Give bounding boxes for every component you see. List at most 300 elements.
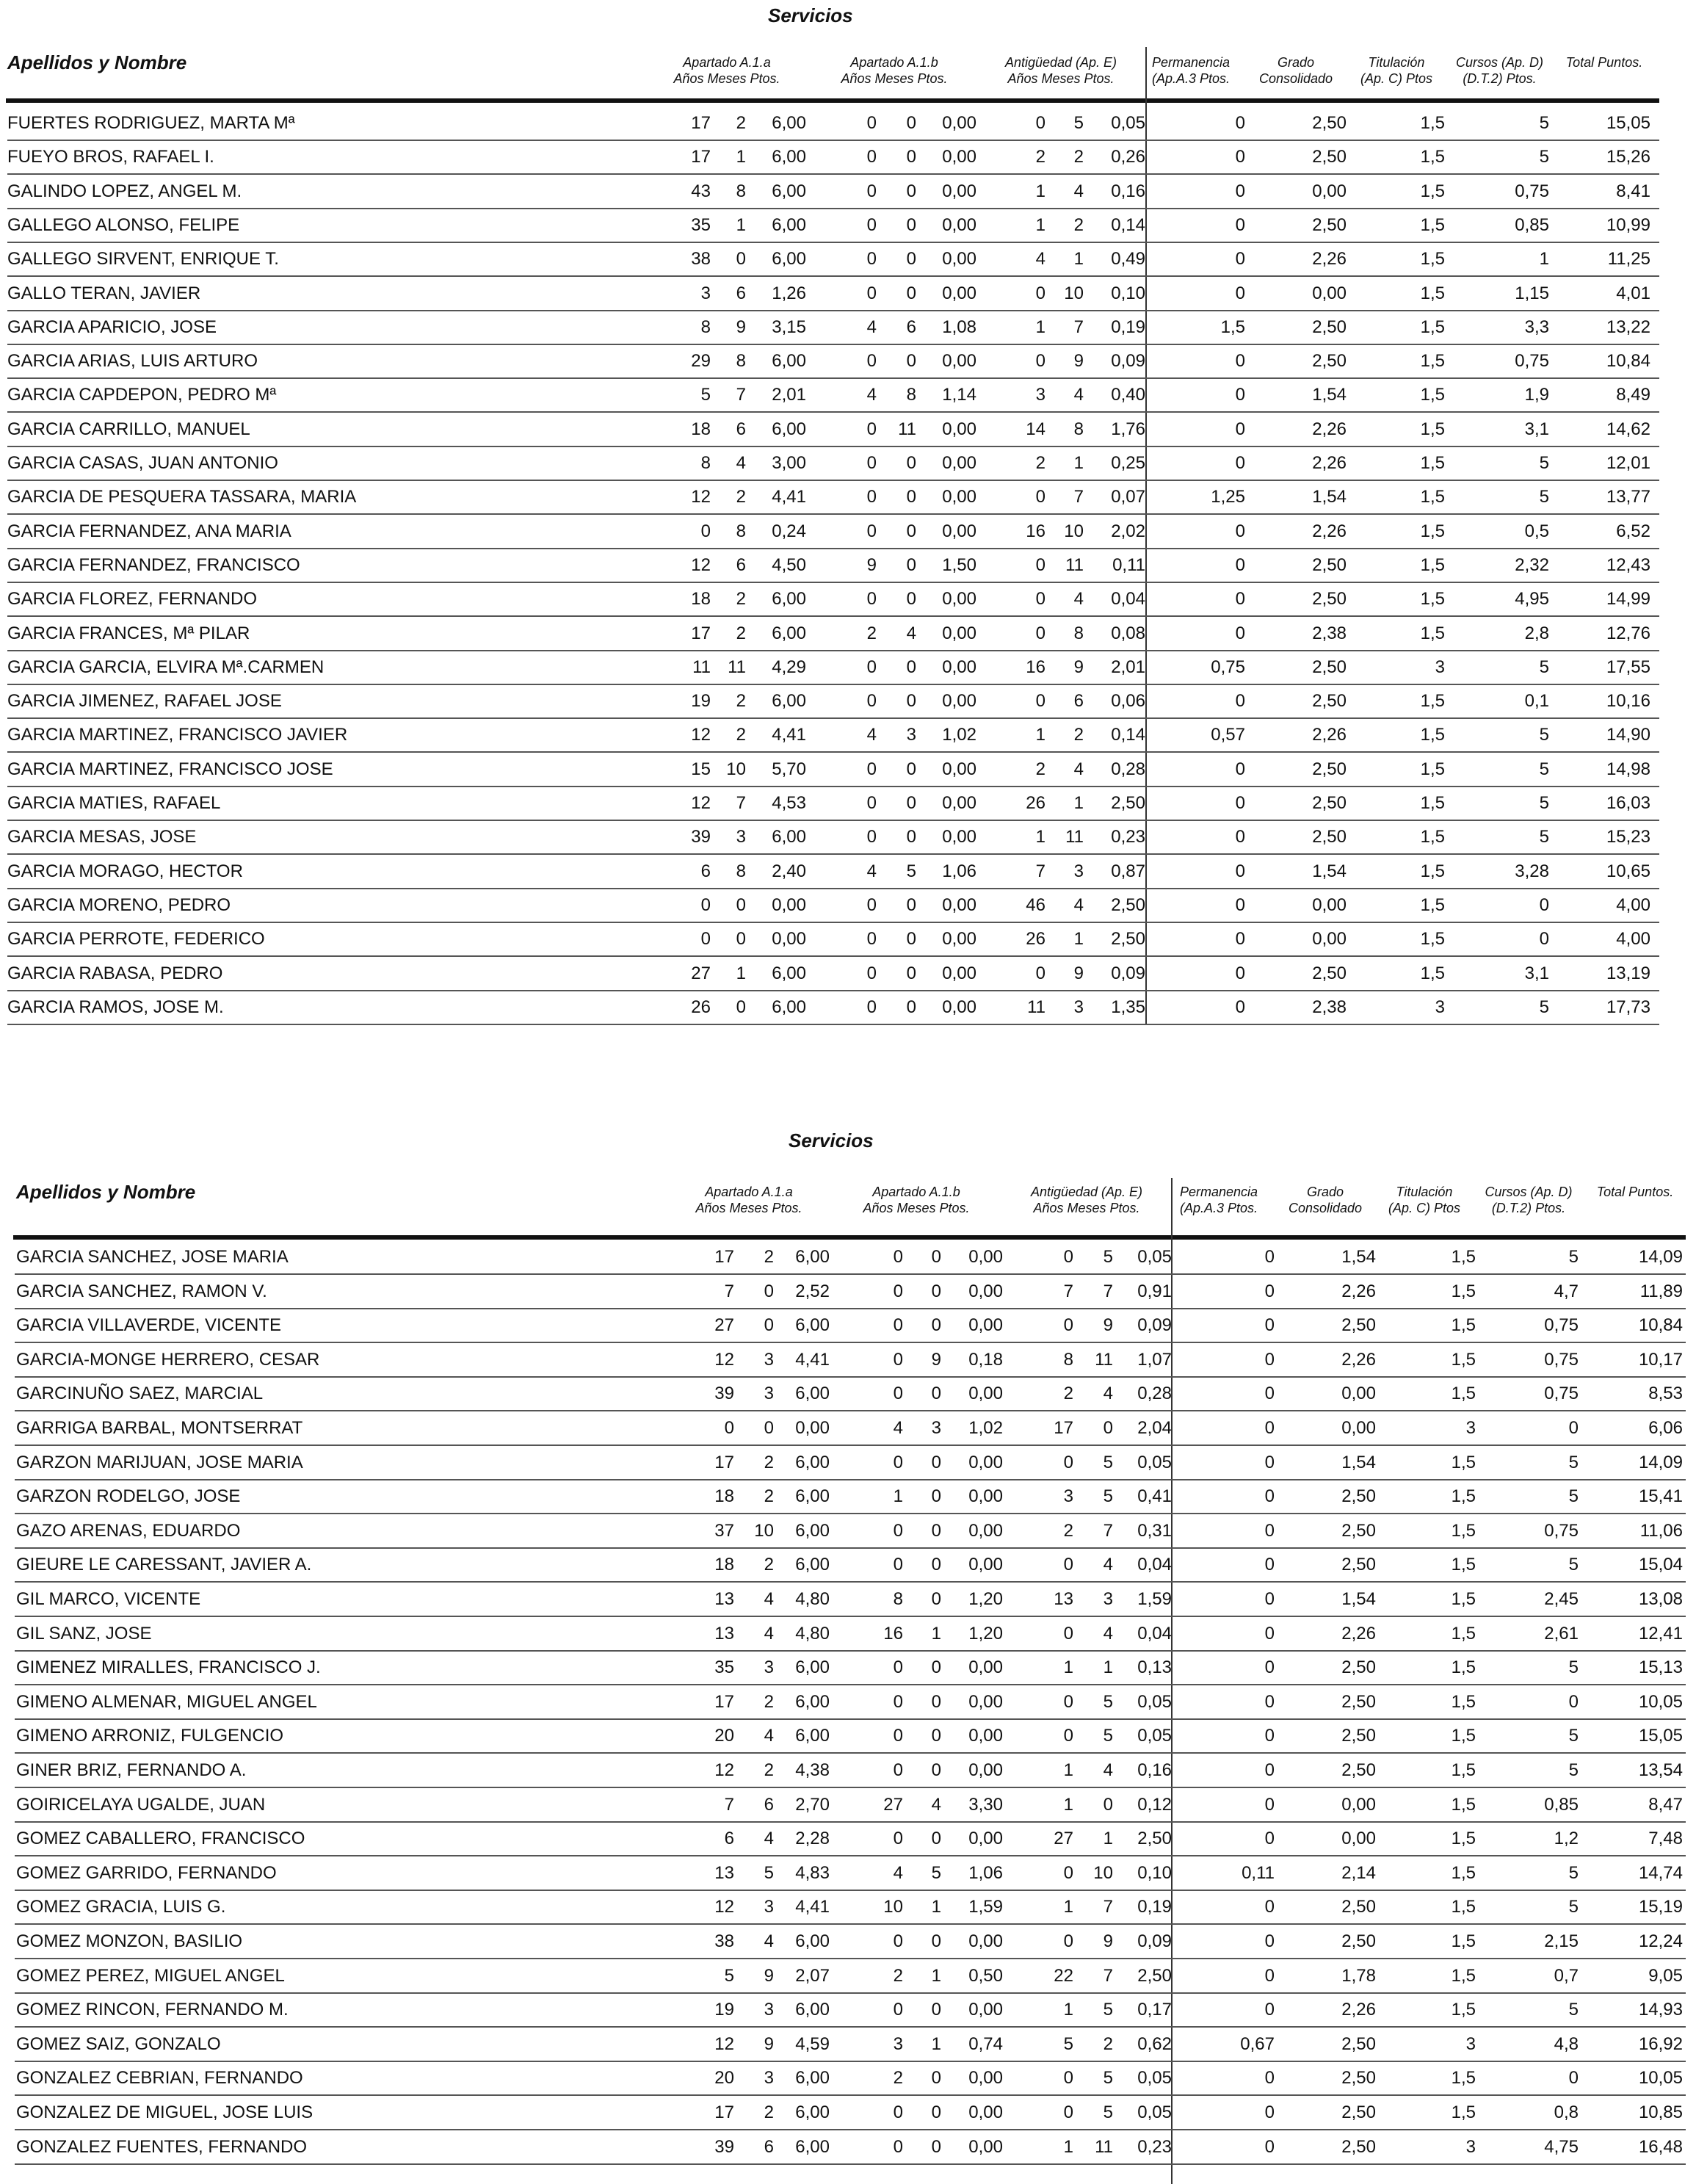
cell-a1b-anos: 27 (883, 1794, 903, 1815)
cell-a1b-ptos: 0,00 (968, 2068, 1003, 2089)
cell-antig-anos: 26 (1026, 929, 1045, 950)
cell-a1b-anos: 0 (866, 589, 877, 610)
cell-a1b-anos: 0 (893, 2136, 903, 2157)
cell-a1b-meses: 0 (931, 1452, 941, 1472)
cell-name: GARCIA ARIAS, LUIS ARTURO (7, 351, 258, 372)
cell-permanencia: 0 (1264, 1760, 1275, 1780)
cell-a1b-ptos: 0,00 (968, 1281, 1003, 1301)
cell-titulacion: 1,5 (1451, 1965, 1476, 1986)
cell-a1b-meses: 0 (906, 554, 916, 575)
cell-a1a-ptos: 6,00 (772, 351, 806, 372)
cell-a1a-ptos: 6,00 (772, 113, 806, 133)
total-header: Total Puntos. (1565, 55, 1643, 70)
cell-a1a-ptos: 6,00 (795, 1691, 830, 1712)
cell-grado: 2,50 (1341, 1315, 1376, 1336)
cell-total: 8,49 (1616, 385, 1650, 405)
cell-titulacion: 3 (1435, 657, 1445, 677)
cell-antig-ptos: 2,50 (1111, 894, 1145, 915)
table-row (0, 345, 1696, 379)
cell-antig-ptos: 1,07 (1137, 1349, 1172, 1370)
cell-a1a-ptos: 6,00 (772, 997, 806, 1017)
cell-grado: 2,50 (1341, 1726, 1376, 1746)
cell-a1a-meses: 0 (764, 1315, 774, 1336)
cell-titulacion: 1,5 (1451, 1623, 1476, 1644)
cell-a1b-ptos: 0,00 (968, 1931, 1003, 1951)
cell-antig-anos: 16 (1026, 521, 1045, 541)
cell-cursos: 5 (1568, 1452, 1579, 1472)
cell-antig-ptos: 0,05 (1137, 1726, 1172, 1746)
cell-cursos: 1,2 (1554, 1829, 1579, 1849)
cell-total: 13,77 (1606, 487, 1650, 507)
cell-a1b-anos: 0 (866, 759, 877, 779)
cell-a1b-ptos: 0,00 (942, 147, 976, 167)
cell-a1a-anos: 12 (714, 1760, 734, 1780)
cell-antig-ptos: 0,05 (1137, 2102, 1172, 2122)
cell-a1a-ptos: 6,00 (772, 419, 806, 439)
titulacion-header: Titulación (Ap. C) Ptos (1360, 55, 1433, 86)
cell-name: GARCIA VILLAVERDE, VICENTE (16, 1315, 281, 1336)
cell-a1a-anos: 19 (714, 2000, 734, 2020)
cell-a1a-ptos: 0,00 (772, 894, 806, 915)
cell-titulacion: 1,5 (1420, 351, 1445, 372)
cell-antig-ptos: 0,10 (1137, 1862, 1172, 1883)
cell-grado: 2,26 (1341, 1281, 1376, 1301)
cell-a1a-anos: 38 (714, 1931, 734, 1951)
table-row (0, 821, 1696, 855)
cell-titulacion: 1,5 (1420, 283, 1445, 303)
cell-antig-meses: 9 (1103, 1315, 1113, 1336)
cell-titulacion: 1,5 (1451, 1829, 1476, 1849)
cell-antig-meses: 11 (1065, 827, 1084, 847)
cell-cursos: 0 (1539, 894, 1549, 915)
cell-antig-anos: 0 (1063, 1726, 1073, 1746)
cell-total: 14,09 (1638, 1452, 1683, 1472)
cell-antig-meses: 7 (1103, 1281, 1113, 1301)
cell-cursos: 3,28 (1515, 861, 1549, 881)
cell-cursos: 5 (1539, 453, 1549, 473)
cell-antig-ptos: 2,01 (1111, 657, 1145, 677)
table-row (0, 1754, 1696, 1788)
cell-a1b-ptos: 0,00 (968, 1486, 1003, 1507)
cell-antig-ptos: 0,19 (1137, 1897, 1172, 1917)
cell-a1a-anos: 12 (714, 1897, 734, 1917)
cell-grado: 2,38 (1312, 623, 1347, 643)
cell-a1b-meses: 0 (931, 2000, 941, 2020)
cell-cursos: 0 (1568, 2068, 1579, 2089)
cell-a1b-anos: 0 (866, 894, 877, 915)
cell-a1b-ptos: 0,00 (942, 759, 976, 779)
cell-a1a-anos: 0 (724, 1418, 734, 1438)
cell-a1b-anos: 0 (866, 793, 877, 813)
cell-a1a-meses: 2 (764, 1247, 774, 1267)
cell-a1b-ptos: 0,00 (968, 2136, 1003, 2157)
cell-a1b-anos: 0 (866, 521, 877, 541)
cell-a1a-meses: 2 (736, 589, 746, 610)
cell-permanencia: 0 (1235, 147, 1245, 167)
cell-antig-ptos: 0,19 (1111, 317, 1145, 337)
cell-grado: 2,50 (1341, 2033, 1376, 2054)
cell-permanencia: 1,25 (1211, 487, 1245, 507)
cell-antig-meses: 11 (1095, 1349, 1113, 1370)
cell-titulacion: 1,5 (1451, 2068, 1476, 2089)
cell-name: GARCIA MARTINEZ, FRANCISCO JOSE (7, 759, 333, 779)
cell-a1b-anos: 0 (893, 1520, 903, 1541)
cell-titulacion: 1,5 (1451, 1486, 1476, 1507)
cell-a1b-ptos: 1,59 (968, 1897, 1003, 1917)
cell-a1b-meses: 1 (931, 1897, 941, 1917)
row-divider (7, 1024, 1659, 1025)
cell-a1b-anos: 0 (893, 1555, 903, 1575)
cell-titulacion: 1,5 (1420, 793, 1445, 813)
cell-a1b-anos: 0 (893, 1349, 903, 1370)
cell-name: GOMEZ SAIZ, GONZALO (16, 2033, 221, 2054)
cell-antig-meses: 4 (1073, 759, 1084, 779)
table-row (0, 107, 1696, 141)
cell-antig-anos: 7 (1035, 861, 1045, 881)
cell-permanencia: 0 (1235, 623, 1245, 643)
table-row (0, 209, 1696, 243)
cell-antig-ptos: 1,59 (1137, 1589, 1172, 1609)
cell-antig-anos: 7 (1063, 1281, 1073, 1301)
cell-antig-ptos: 0,08 (1111, 623, 1145, 643)
cell-a1b-meses: 8 (906, 385, 916, 405)
cell-a1b-meses: 9 (931, 1349, 941, 1370)
cell-grado: 2,50 (1341, 1555, 1376, 1575)
cell-antig-meses: 9 (1073, 963, 1084, 983)
cell-antig-meses: 5 (1103, 1247, 1113, 1267)
cell-a1a-ptos: 2,40 (772, 861, 806, 881)
cell-a1a-meses: 3 (764, 2068, 774, 2089)
cell-permanencia: 0 (1264, 1555, 1275, 1575)
cell-titulacion: 1,5 (1451, 1349, 1476, 1370)
cell-total: 14,98 (1606, 759, 1650, 779)
cell-a1b-anos: 9 (866, 554, 877, 575)
cell-a1b-anos: 0 (893, 1247, 903, 1267)
cell-a1b-anos: 4 (893, 1862, 903, 1883)
cell-titulacion: 1,5 (1420, 963, 1445, 983)
cell-cursos: 5 (1539, 147, 1549, 167)
cell-antig-ptos: 0,13 (1137, 1657, 1172, 1678)
cell-a1b-ptos: 0,00 (942, 691, 976, 712)
cell-permanencia: 0 (1264, 1281, 1275, 1301)
cell-a1b-ptos: 1,06 (968, 1862, 1003, 1883)
cell-titulacion: 1,5 (1420, 861, 1445, 881)
cell-a1a-meses: 0 (764, 1418, 774, 1438)
cell-grado: 2,26 (1312, 249, 1347, 270)
table-row (0, 413, 1696, 447)
cell-grado: 1,54 (1341, 1452, 1376, 1472)
cell-antig-anos: 2 (1063, 1520, 1073, 1541)
cell-total: 14,99 (1606, 589, 1650, 610)
cell-antig-anos: 1 (1063, 1897, 1073, 1917)
cell-titulacion: 3 (1465, 1418, 1476, 1438)
cell-titulacion: 1,5 (1451, 2000, 1476, 2020)
cell-a1b-meses: 0 (931, 2102, 941, 2122)
cell-a1a-meses: 6 (764, 1794, 774, 1815)
cell-antig-anos: 22 (1054, 1965, 1073, 1986)
cell-antig-anos: 1 (1035, 181, 1045, 201)
cell-a1a-meses: 9 (764, 2033, 774, 2054)
cell-permanencia: 0 (1235, 929, 1245, 950)
table-row (0, 2131, 1696, 2165)
grado-header: Grado Consolidado (1288, 1185, 1363, 1215)
cell-a1a-anos: 18 (691, 589, 711, 610)
cell-antig-anos: 13 (1054, 1589, 1073, 1609)
cell-a1a-ptos: 6,00 (795, 1555, 830, 1575)
cell-antig-anos: 3 (1063, 1486, 1073, 1507)
cell-antig-meses: 9 (1073, 351, 1084, 372)
cell-a1a-meses: 2 (736, 113, 746, 133)
cell-a1b-ptos: 0,00 (968, 1384, 1003, 1404)
name-column-header: Apellidos y Nombre (16, 1181, 196, 1203)
cell-antig-meses: 4 (1073, 589, 1084, 610)
cell-a1b-anos: 0 (893, 1829, 903, 1849)
table-row (0, 1618, 1696, 1652)
cell-a1a-ptos: 4,38 (795, 1760, 830, 1780)
cell-a1b-anos: 0 (893, 1931, 903, 1951)
cell-permanencia: 0 (1264, 1794, 1275, 1815)
cell-permanencia: 0 (1235, 214, 1245, 235)
cell-cursos: 0 (1568, 1691, 1579, 1712)
cell-permanencia: 0 (1235, 283, 1245, 303)
cell-a1a-ptos: 4,41 (795, 1349, 830, 1370)
cell-a1a-meses: 1 (736, 963, 746, 983)
cell-a1a-meses: 6 (736, 283, 746, 303)
cell-a1a-meses: 4 (764, 1931, 774, 1951)
cell-a1b-ptos: 0,00 (968, 1726, 1003, 1746)
cell-a1a-ptos: 3,15 (772, 317, 806, 337)
cell-a1b-ptos: 1,14 (942, 385, 976, 405)
cell-a1a-ptos: 0,00 (772, 929, 806, 950)
cell-a1a-ptos: 2,52 (795, 1281, 830, 1301)
cell-antig-meses: 9 (1073, 657, 1084, 677)
a1a-header: Apartado A.1.a Años Meses Ptos. (673, 55, 780, 86)
cell-a1a-meses: 2 (736, 725, 746, 745)
table-row (0, 923, 1696, 957)
cell-total: 4,00 (1616, 929, 1650, 950)
cell-antig-ptos: 0,87 (1111, 861, 1145, 881)
a1b-header: Apartado A.1.b Años Meses Ptos. (841, 55, 948, 86)
table-row (0, 379, 1696, 413)
cell-a1a-meses: 11 (728, 657, 746, 677)
cell-a1b-anos: 0 (866, 691, 877, 712)
cell-antig-ptos: 0,09 (1111, 351, 1145, 372)
cell-a1a-ptos: 6,00 (795, 1520, 830, 1541)
cell-antig-meses: 5 (1073, 113, 1084, 133)
cell-permanencia: 0 (1264, 1315, 1275, 1336)
antiguedad-header: Antigüedad (Ap. E) Años Meses Ptos. (1004, 55, 1117, 86)
cell-a1a-anos: 13 (714, 1862, 734, 1883)
cell-grado: 1,54 (1341, 1589, 1376, 1609)
cell-a1b-meses: 1 (931, 1965, 941, 1986)
cell-a1b-ptos: 0,00 (942, 589, 976, 610)
cell-titulacion: 1,5 (1451, 1897, 1476, 1917)
cell-antig-ptos: 0,09 (1137, 1315, 1172, 1336)
cell-a1b-meses: 0 (906, 589, 916, 610)
cell-antig-meses: 10 (1093, 1862, 1113, 1883)
cell-name: GARCIA-MONGE HERRERO, CESAR (16, 1349, 320, 1370)
cell-a1a-anos: 18 (691, 419, 711, 439)
cell-permanencia: 0 (1264, 1384, 1275, 1404)
cell-a1b-meses: 0 (931, 2136, 941, 2157)
cell-a1b-ptos: 1,50 (942, 554, 976, 575)
cell-a1a-ptos: 6,00 (795, 1384, 830, 1404)
cell-a1a-ptos: 6,00 (795, 1726, 830, 1746)
cell-a1b-ptos: 0,00 (942, 657, 976, 677)
cell-total: 15,23 (1606, 827, 1650, 847)
cell-a1a-anos: 18 (714, 1486, 734, 1507)
cell-a1a-anos: 6 (700, 861, 711, 881)
cell-grado: 1,54 (1341, 1247, 1376, 1267)
cell-titulacion: 1,5 (1420, 317, 1445, 337)
cell-a1a-meses: 2 (764, 1555, 774, 1575)
cell-antig-anos: 0 (1035, 589, 1045, 610)
cell-a1b-anos: 4 (893, 1418, 903, 1438)
cell-titulacion: 1,5 (1451, 1315, 1476, 1336)
cell-a1b-anos: 0 (866, 113, 877, 133)
cell-cursos: 3,1 (1524, 419, 1549, 439)
cell-a1a-anos: 8 (700, 453, 711, 473)
cell-a1b-anos: 3 (893, 2033, 903, 2054)
cell-permanencia: 0 (1235, 691, 1245, 712)
cell-a1b-meses: 0 (906, 691, 916, 712)
cell-a1a-anos: 12 (714, 1349, 734, 1370)
cell-a1a-meses: 2 (764, 1691, 774, 1712)
cell-antig-ptos: 0,04 (1137, 1623, 1172, 1644)
cell-antig-ptos: 2,50 (1111, 793, 1145, 813)
cell-total: 10,99 (1606, 214, 1650, 235)
cell-cursos: 0,85 (1515, 214, 1549, 235)
cell-total: 12,24 (1638, 1931, 1683, 1951)
table-row (0, 1549, 1696, 1583)
cell-name: FUERTES RODRIGUEZ, MARTA Mª (7, 113, 295, 133)
cell-total: 10,84 (1606, 351, 1650, 372)
cell-a1b-meses: 0 (906, 487, 916, 507)
cell-a1a-meses: 3 (764, 1349, 774, 1370)
cell-cursos: 5 (1539, 657, 1549, 677)
cell-a1b-meses: 0 (931, 1315, 941, 1336)
cell-total: 15,26 (1606, 147, 1650, 167)
cell-a1a-ptos: 0,24 (772, 521, 806, 541)
cell-a1b-ptos: 0,00 (968, 1691, 1003, 1712)
cell-antig-anos: 0 (1035, 351, 1045, 372)
cell-titulacion: 1,5 (1451, 1760, 1476, 1780)
cell-name: GARCIA CARRILLO, MANUEL (7, 419, 250, 439)
cell-cursos: 5 (1568, 1247, 1579, 1267)
cell-total: 12,41 (1638, 1623, 1683, 1644)
cell-a1b-meses: 0 (931, 1384, 941, 1404)
cell-titulacion: 1,5 (1420, 453, 1445, 473)
cell-grado: 2,50 (1312, 691, 1347, 712)
cell-a1b-meses: 0 (931, 1281, 941, 1301)
cell-total: 10,65 (1606, 861, 1650, 881)
cell-total: 17,73 (1606, 997, 1650, 1017)
cell-titulacion: 3 (1465, 2136, 1476, 2157)
cell-antig-meses: 5 (1103, 1486, 1113, 1507)
cell-a1b-meses: 0 (931, 1760, 941, 1780)
cell-total: 16,03 (1606, 793, 1650, 813)
grado-header: Grado Consolidado (1258, 55, 1333, 86)
cell-permanencia: 0 (1264, 1247, 1275, 1267)
cell-permanencia: 0 (1235, 997, 1245, 1017)
cell-name: FUEYO BROS, RAFAEL I. (7, 147, 214, 167)
cell-a1b-ptos: 1,06 (942, 861, 976, 881)
cell-permanencia: 0 (1264, 2102, 1275, 2122)
cell-antig-ptos: 0,28 (1137, 1384, 1172, 1404)
table-row (0, 278, 1696, 311)
cell-a1a-meses: 9 (736, 317, 746, 337)
cell-a1b-anos: 0 (866, 181, 877, 201)
cell-a1b-anos: 0 (893, 2000, 903, 2020)
cell-a1a-anos: 20 (714, 1726, 734, 1746)
cell-a1a-ptos: 6,00 (795, 1247, 830, 1267)
cell-a1a-meses: 4 (764, 1623, 774, 1644)
cell-permanencia: 0 (1235, 554, 1245, 575)
table-row (0, 1344, 1696, 1378)
table-row (0, 651, 1696, 685)
cell-antig-anos: 4 (1035, 249, 1045, 270)
cell-a1b-anos: 0 (893, 1760, 903, 1780)
cell-cursos: 2,32 (1515, 554, 1549, 575)
cell-a1a-meses: 2 (764, 2102, 774, 2122)
cell-antig-meses: 4 (1103, 1760, 1113, 1780)
cell-antig-meses: 1 (1073, 793, 1084, 813)
cell-permanencia: 0 (1264, 1452, 1275, 1472)
cell-cursos: 0,85 (1544, 1794, 1579, 1815)
cell-a1b-anos: 4 (866, 317, 877, 337)
table-row (0, 2028, 1696, 2062)
cell-a1b-meses: 0 (906, 351, 916, 372)
cell-antig-ptos: 2,50 (1137, 1965, 1172, 1986)
cell-permanencia: 0 (1264, 1486, 1275, 1507)
cell-antig-anos: 1 (1063, 2000, 1073, 2020)
cell-antig-meses: 3 (1103, 1589, 1113, 1609)
cell-name: GIEURE LE CARESSANT, JAVIER A. (16, 1555, 312, 1575)
cell-total: 10,05 (1638, 1691, 1683, 1712)
cell-total: 10,84 (1638, 1315, 1683, 1336)
cell-cursos: 4,7 (1554, 1281, 1579, 1301)
cell-permanencia: 0 (1235, 419, 1245, 439)
cell-a1a-anos: 0 (700, 521, 711, 541)
cell-antig-ptos: 0,23 (1111, 827, 1145, 847)
cell-grado: 2,50 (1341, 2136, 1376, 2157)
cell-total: 4,01 (1616, 283, 1650, 303)
table-row (0, 1891, 1696, 1925)
cell-a1b-ptos: 1,02 (968, 1418, 1003, 1438)
cell-a1b-anos: 1 (893, 1486, 903, 1507)
cell-a1b-ptos: 0,00 (968, 1760, 1003, 1780)
cell-antig-anos: 0 (1063, 1247, 1073, 1267)
cell-permanencia: 0,57 (1211, 725, 1245, 745)
cell-total: 8,53 (1648, 1384, 1683, 1404)
cell-antig-ptos: 0,16 (1111, 181, 1145, 201)
cell-name: GARRIGA BARBAL, MONTSERRAT (16, 1418, 303, 1438)
cell-a1a-meses: 6 (736, 419, 746, 439)
cell-antig-meses: 1 (1073, 929, 1084, 950)
table-row (0, 243, 1696, 277)
cell-a1a-ptos: 4,53 (772, 793, 806, 813)
cell-titulacion: 1,5 (1451, 1281, 1476, 1301)
cell-cursos: 0,75 (1544, 1349, 1579, 1370)
cell-a1a-meses: 0 (736, 997, 746, 1017)
cell-antig-ptos: 0,16 (1137, 1760, 1172, 1780)
cell-a1a-anos: 12 (714, 2033, 734, 2054)
cell-antig-ptos: 1,35 (1111, 997, 1145, 1017)
cell-a1a-ptos: 6,00 (772, 623, 806, 643)
cell-a1a-meses: 1 (736, 214, 746, 235)
cell-cursos: 5 (1568, 1862, 1579, 1883)
cell-total: 10,05 (1638, 2068, 1683, 2089)
